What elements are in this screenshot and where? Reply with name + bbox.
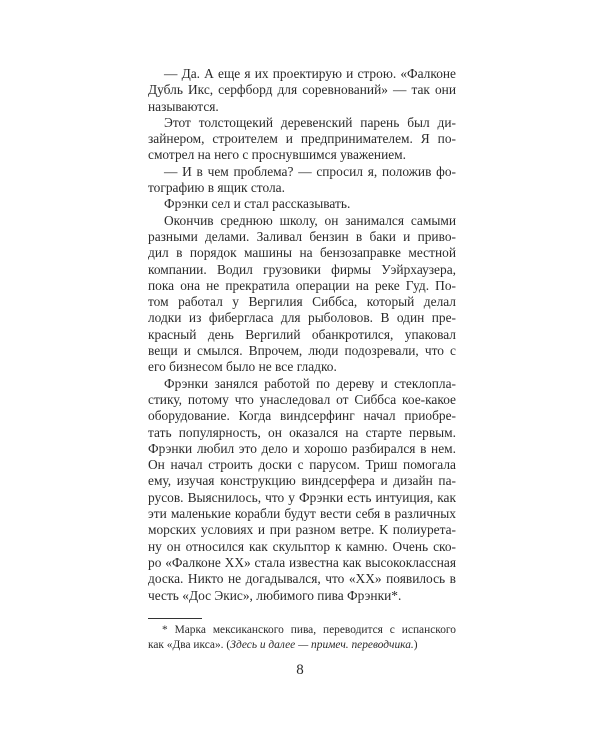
paragraph <box>148 376 456 604</box>
text-line: том работал у Вергилия Сиббса, который делал <box>148 294 456 310</box>
text-line: Дубль Икс, серфборд для соревнований» — так они <box>148 82 456 98</box>
text-line: эти маленькие корабли будут вести себя в различных <box>148 506 456 522</box>
text-line: Фрэнки сел и стал рассказывать. <box>164 196 351 212</box>
text-line: Окончив среднюю школу, он занимался самыми <box>164 212 456 228</box>
paragraph <box>148 115 456 164</box>
text-line: вещи и смылся. Впрочем, люди подозревали, что с <box>148 343 456 359</box>
footnote-line <box>148 638 456 653</box>
footnote-line: * Марка мексиканского пива, переводится с испанского <box>162 624 456 636</box>
page-number: 8 <box>296 662 304 678</box>
paragraph <box>148 213 456 376</box>
footnote-text: как «Два икса». ( <box>148 638 231 651</box>
text-line: красный день Вергилий обанкротился, упаковал <box>148 326 456 342</box>
text-line: дил в порядок машины на бензозаправке местной <box>148 245 456 261</box>
text-line: ро «Фалконе XX» стала известна как высококлассная <box>148 554 456 570</box>
text-line: компании. Водил грузовики фирмы Уэйрхаузера, <box>148 261 456 277</box>
text-line: тать популярность, он оказался на старте первым. <box>148 424 456 440</box>
text-line: стику, потому что унаследовал от Сиббса кое-какое <box>148 391 456 407</box>
text-line: оборудование. Когда виндсерфинг начал приобре- <box>148 408 456 424</box>
text-line: его бизнесом было не все гладко. <box>148 359 337 375</box>
text-line: смотрел на него с проснувшимся уважением. <box>148 147 406 163</box>
text-line: Фрэнки занялся работой по дереву и стеклопла- <box>164 375 456 391</box>
paragraph <box>148 66 456 115</box>
paragraph <box>148 164 456 197</box>
text-line: тографию в ящик стола. <box>148 180 285 196</box>
text-line: русов. Выяснилось, что у Фрэнки есть интуиция, как <box>148 489 456 505</box>
text-line: ему, изучая конструкцию виндсерфера и дизайн па- <box>148 473 456 489</box>
text-line: — Да. А еще я их проектирую и строю. «Фалконе <box>164 66 456 81</box>
footnote <box>148 623 456 652</box>
text-line: Фрэнки любил это дело и хорошо разбирался в нем. <box>148 440 456 456</box>
footnote-text: ) <box>413 638 418 651</box>
text-line: морских условиях и при разном ветре. К полиурета- <box>148 522 456 538</box>
text-line: пока она не прекратила операции на реке Гуд. По- <box>148 277 456 293</box>
body-text <box>148 66 456 604</box>
text-line: Этот толстощекий деревенский парень был ди- <box>164 114 456 130</box>
paragraph <box>148 196 456 212</box>
text-line: — И в чем проблема? — спросил я, положив фо- <box>164 163 456 179</box>
text-line: доска. Никто не догадывался, что «XX» появилось в <box>148 571 456 587</box>
text-line: ну он относился как скульптор к камню. Очень ско- <box>148 538 456 554</box>
text-line: честь «Дос Экис», любимого пива Фрэнки*. <box>148 587 402 603</box>
footnote-rule <box>148 618 202 619</box>
text-line: называются. <box>148 98 219 114</box>
text-line: лодки из фибергласа для рыболовов. В один пре- <box>148 310 456 326</box>
footnote-italic-text: Здесь и далее — примеч. переводчика. <box>230 638 414 651</box>
text-line: разными делами. Заливал бензин в баки и приво- <box>148 228 456 244</box>
text-line: зайнером, строителем и предпринимателем. Я по- <box>148 131 456 147</box>
text-line: Он начал строить доски с парусом. Триш помогала <box>148 457 456 473</box>
